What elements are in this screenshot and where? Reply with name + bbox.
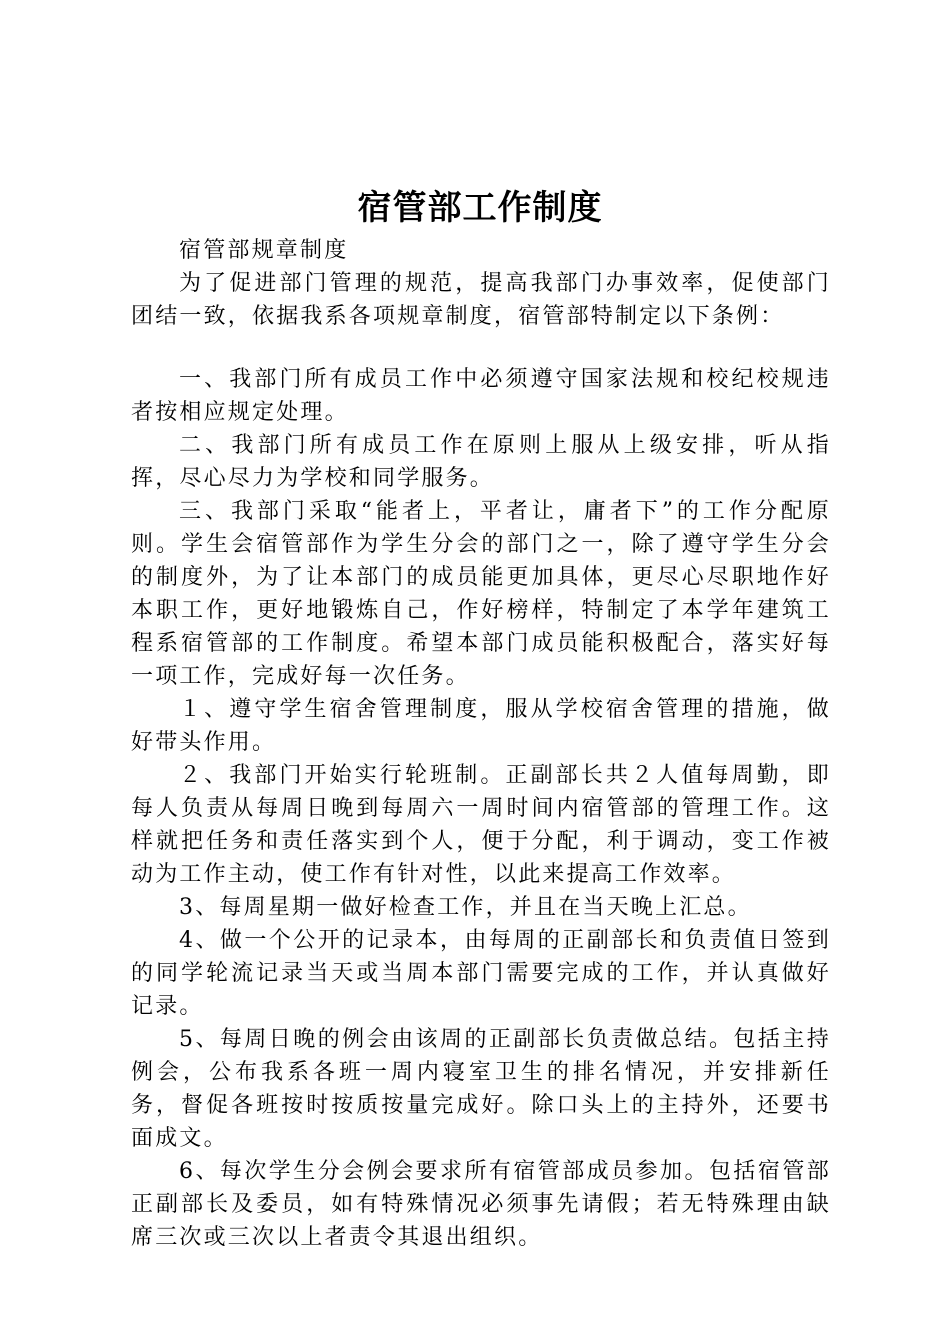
- document-title: 宿管部工作制度: [357, 188, 603, 228]
- item-paragraph-3: 3、每周星期一做好检查工作，并且在当天晚上汇总。: [179, 895, 752, 920]
- section-heading: 宿管部规章制度: [179, 238, 349, 263]
- document-body: [131, 234, 831, 1254]
- rule-paragraph-1: 一、我部门所有成员工作中必须遵守国家法规和校纪校规违者按相应规定处理。: [131, 367, 831, 425]
- rule-paragraph-2: 二、我部门所有成员工作在原则上服从上级安排，听从指挥，尽心尽力为学校和同学服务。: [131, 433, 831, 491]
- intro-paragraph: 为了促进部门管理的规范，提高我部门办事效率，促使部门团结一致，依据我系各项规章制度，宿管部特制定以下条例：: [131, 271, 831, 329]
- item-paragraph-4: 4、做一个公开的记录本，由每周的正副部长和负责值日签到的同学轮流记录当天或当周本部门需要完成的工作，并认真做好记录。: [131, 928, 831, 1019]
- item-paragraph-2: ２、我部门开始实行轮班制。正副部长共２人值每周勤，即每人负责从每周日晚到每周六一周时间内宿管部的管理工作。这样就把任务和责任落实到个人，便于分配，利于调动，变工作被动为工作主动，使工作有针对性，以此来提高工作效率。: [131, 763, 831, 887]
- item-paragraph-1: １、遵守学生宿舍管理制度，服从学校宿舍管理的措施，做好带头作用。: [131, 697, 831, 755]
- rule-paragraph-3: 三、我部门采取“能者上，平者让，庸者下”的工作分配原则。学生会宿管部作为学生分会的部门之一，除了遵守学生分会的制度外，为了让本部门的成员能更加具体，更尽心尽职地作好本职工作，更好地锻炼自己，作好榜样，特制定了本学年建筑工程系宿管部的工作制度。希望本部门成员能积极配合，落实好每一项工作，完成好每一次任务。: [131, 499, 831, 689]
- item-paragraph-6: 6、每次学生分会例会要求所有宿管部成员参加。包括宿管部正副部长及委员，如有特殊情况必须事先请假；若无特殊理由缺席三次或三次以上者责令其退出组织。: [131, 1159, 831, 1250]
- item-paragraph-5: 5、每周日晚的例会由该周的正副部长负责做总结。包括主持例会，公布我系各班一周内寝室卫生的排名情况，并安排新任务，督促各班按时按质按量完成好。除口头上的主持外，还要书面成文。: [131, 1027, 831, 1151]
